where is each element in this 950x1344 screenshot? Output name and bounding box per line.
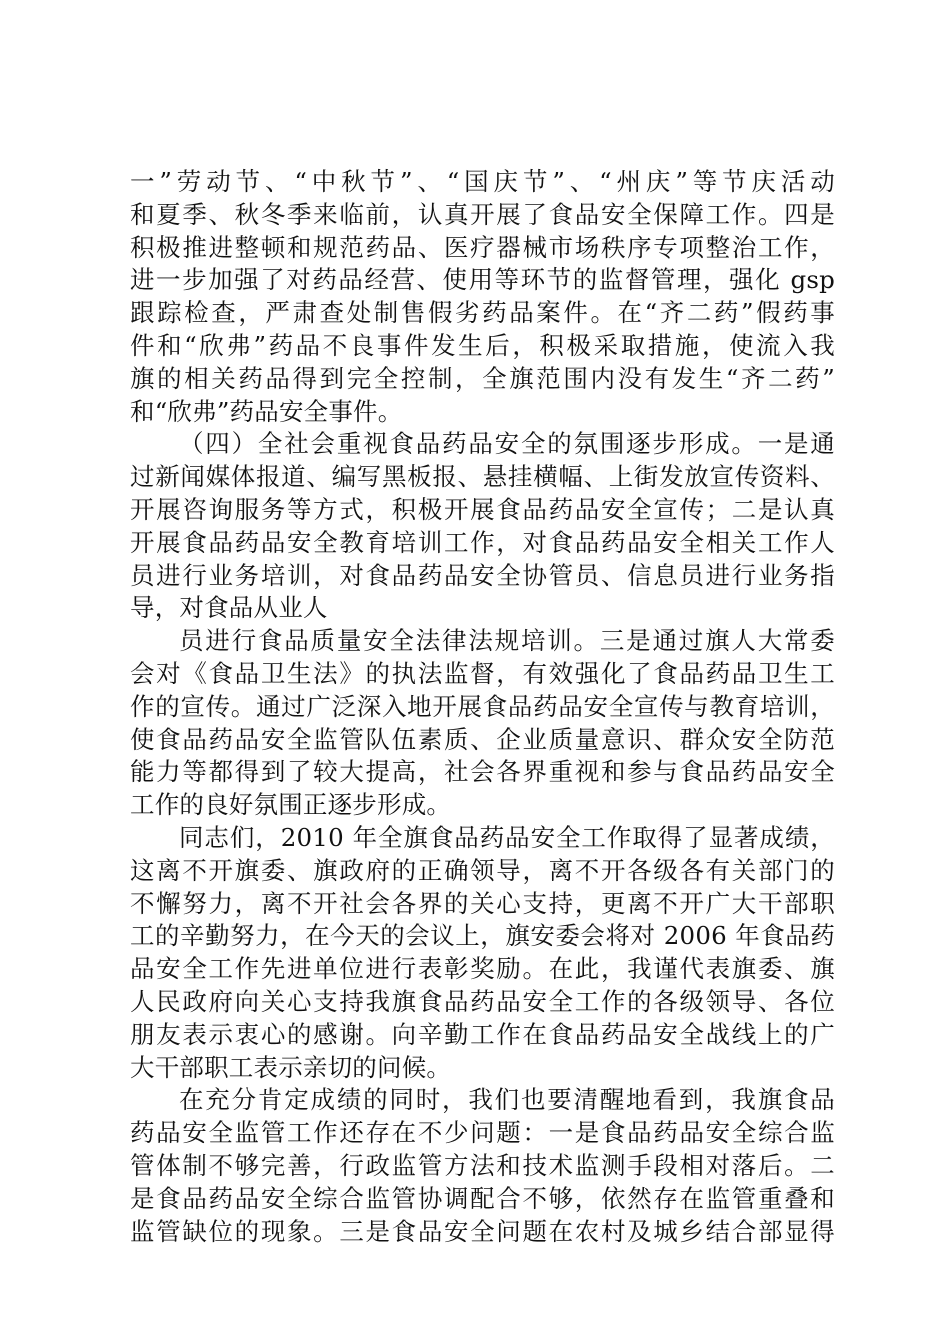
text-line: 跟踪检查，严肃查处制售假劣药品案件。在“齐二药”假药事 bbox=[130, 298, 835, 328]
text-line: 监管缺位的现象。三是食品安全问题在农村及城乡结合部显得 bbox=[130, 1216, 835, 1246]
text-line: 药品安全监管工作还存在不少问题：一是食品药品安全综合监 bbox=[130, 1118, 835, 1148]
text-line: （四）全社会重视食品药品安全的氛围逐步形成。一是通 bbox=[179, 429, 835, 459]
text-line: 导，对食品从业人 bbox=[130, 593, 328, 623]
text-line: 同志们，2010 年全旗食品药品安全工作取得了显著成绩， bbox=[179, 822, 835, 852]
text-line: 是食品药品安全综合监管协调配合不够，依然存在监管重叠和 bbox=[130, 1183, 835, 1213]
text-line: 进一步加强了对药品经营、使用等环节的监督管理，强化 gsp bbox=[130, 265, 835, 295]
text-line: 不懈努力，离不开社会各界的关心支持，更离不开广大干部职 bbox=[130, 888, 835, 918]
text-line: 工作的良好氛围正逐步形成。 bbox=[130, 790, 452, 820]
text-line: 工的辛勤努力，在今天的会议上，旗安委会将对 2006 年食品药 bbox=[130, 921, 835, 951]
text-line: 管体制不够完善，行政监管方法和技术监测手段相对落后。二 bbox=[130, 1150, 835, 1180]
text-line: 员进行食品质量安全法律法规培训。三是通过旗人大常委 bbox=[179, 626, 835, 656]
text-line: 这离不开旗委、旗政府的正确领导，离不开各级各有关部门的 bbox=[130, 855, 835, 885]
text-line: 朋友表示衷心的感谢。向辛勤工作在食品药品安全战线上的广 bbox=[130, 1019, 835, 1049]
text-line: 开展食品药品安全教育培训工作，对食品药品安全相关工作人 bbox=[130, 527, 835, 557]
text-line: 件和“欣弗”药品不良事件发生后，积极采取措施，使流入我 bbox=[130, 330, 835, 360]
text-line: 开展咨询服务等方式，积极开展食品药品安全宣传；二是认真 bbox=[130, 494, 835, 524]
text-line: 和夏季、秋冬季来临前，认真开展了食品安全保障工作。四是 bbox=[130, 199, 835, 229]
document-body bbox=[130, 166, 835, 1248]
text-line: 大干部职工表示亲切的问候。 bbox=[130, 1052, 452, 1082]
text-line: 人民政府向关心支持我旗食品药品安全工作的各级领导、各位 bbox=[130, 986, 835, 1016]
text-line: 旗的相关药品得到完全控制，全旗范围内没有发生“齐二药” bbox=[130, 363, 835, 393]
text-line: 过新闻媒体报道、编写黑板报、悬挂横幅、上街发放宣传资料、 bbox=[130, 462, 835, 492]
text-line: 员进行业务培训，对食品药品安全协管员、信息员进行业务指 bbox=[130, 560, 835, 590]
text-line: 一”劳动节、“中秋节”、“国庆节”、“州庆”等节庆活动 bbox=[130, 167, 835, 196]
text-line: 和“欣弗”药品安全事件。 bbox=[130, 396, 403, 426]
text-line: 能力等都得到了较大提高，社会各界重视和参与食品药品安全 bbox=[130, 757, 835, 787]
text-line: 在充分肯定成绩的同时，我们也要清醒地看到，我旗食品 bbox=[179, 1085, 835, 1115]
text-line: 作的宣传。通过广泛深入地开展食品药品安全宣传与教育培训， bbox=[130, 691, 835, 721]
text-line: 会对《食品卫生法》的执法监督，有效强化了食品药品卫生工 bbox=[130, 658, 835, 688]
text-line: 积极推进整顿和规范药品、医疗器械市场秩序专项整治工作， bbox=[130, 232, 835, 262]
text-line: 品安全工作先进单位进行表彰奖励。在此，我谨代表旗委、旗 bbox=[130, 954, 835, 984]
text-line: 使食品药品安全监管队伍素质、企业质量意识、群众安全防范 bbox=[130, 724, 835, 754]
